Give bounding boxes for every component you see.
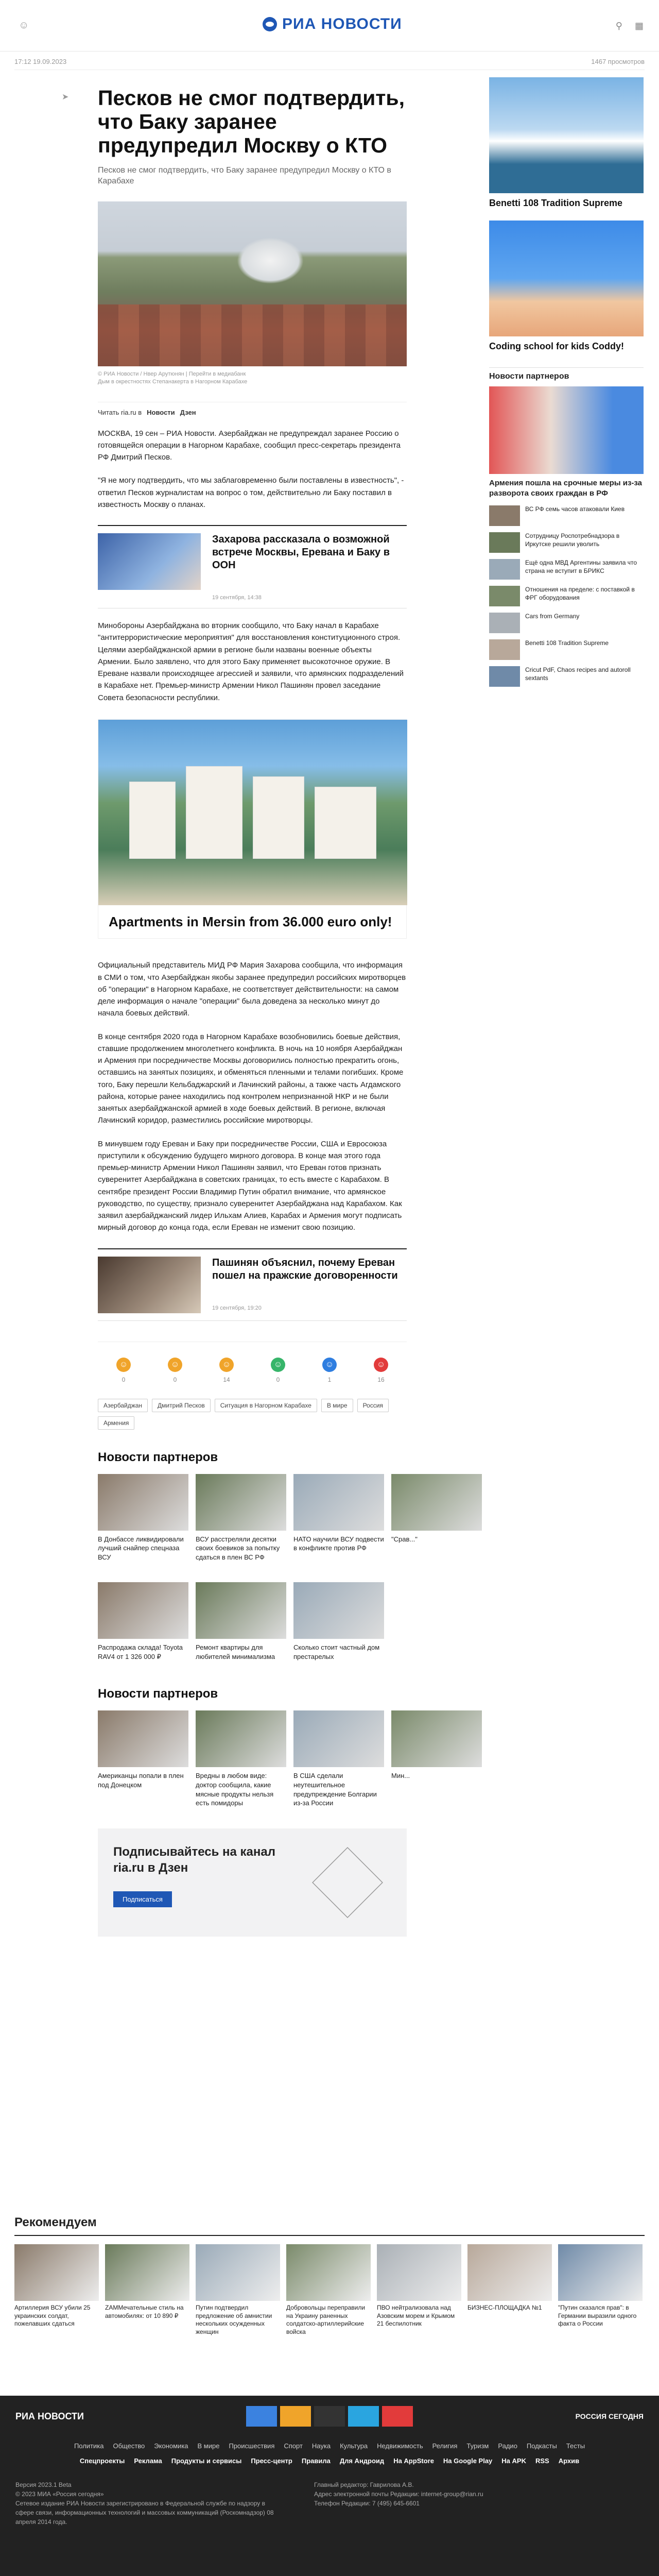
sidebar-item[interactable]: ВС РФ семь часов атаковали Киев <box>489 505 644 526</box>
footer-nav2-item[interactable]: Продукты и сервисы <box>171 2457 242 2465</box>
tg-icon[interactable] <box>348 2406 379 2427</box>
partners-title: Новости партнеров <box>98 1450 218 1464</box>
card-title[interactable]: В США сделали неутешительное предупреждение Болгарии из-за России <box>293 1772 377 1807</box>
footer-nav-item[interactable]: Религия <box>432 2442 458 2450</box>
paragraph: В минувшем году Ереван и Баку при посредничестве России, США и Евросоюза приступили к обсуждению будущего мирного договора. В конце мая этого года премьер-министр Армении Никол Пашинян заявил, что Ереван готов признать суверенитет Азербайджана в советских границах, то есть вместе с Карабахом. В сентябре президент России Владимир Путин обратил внимание, что армянское руководство, по существу, признало суверенитет Азербайджана над Карабахом. Как заявил азербайджанский лидер Ильхам Алиев, Карабах и Армения могут подписать мирный договор до конца года, если Ереван не изменит свою позицию. <box>98 1139 402 1232</box>
footer-nav-item[interactable]: Тесты <box>566 2442 585 2450</box>
footer-nav-item[interactable]: Политика <box>74 2442 104 2450</box>
top-bar <box>0 0 659 52</box>
footer-nav2-item[interactable]: На APK <box>501 2457 526 2465</box>
card-title[interactable]: ВСУ расстреляли десятки своих боевиков за попытку сдаться в плен ВС РФ <box>196 1535 280 1561</box>
footer-nav-item[interactable]: Культура <box>340 2442 368 2450</box>
partners-grid <box>98 1474 418 1562</box>
card-title[interactable]: Сколько стоит частный дом престарелых <box>293 1643 380 1660</box>
related-title[interactable]: Пашинян объяснил, почему Ереван пошел на пражские договоренности <box>212 1257 398 1281</box>
paragraph: "Я не могу подтвердить, что мы заблаговременно были поставлены в известность", - ответил Песков журналистам на вопрос о том, действительно ли Баку поставил в известность Москву о планах. <box>98 476 404 509</box>
reaction-count: 0 <box>276 1376 280 1383</box>
footer-nav2-item[interactable]: Правила <box>301 2457 331 2465</box>
footer-nav2-item[interactable]: На Google Play <box>443 2457 493 2465</box>
reactions <box>98 1342 407 1383</box>
tag[interactable]: Ситуация в Нагорном Карабахе <box>215 1399 317 1412</box>
ad-card[interactable]: Benetti 108 Tradition Supreme <box>489 77 644 209</box>
card-image <box>196 2244 280 2301</box>
news-card[interactable] <box>98 1474 188 1562</box>
card-image <box>293 1710 384 1767</box>
footer-nav2-item[interactable]: Спецпроекты <box>79 2457 125 2465</box>
reaction[interactable] <box>168 1358 182 1383</box>
tag[interactable]: В мире <box>321 1399 353 1412</box>
ad-block[interactable] <box>98 719 407 939</box>
subscribe-button[interactable]: Подписаться <box>113 1891 172 1907</box>
recommend-card[interactable]: БИЗНЕС-ПЛОЩАДКА №1 <box>467 2244 552 2336</box>
footer-editor: Главный редактор: Гаврилова А.В. Адрес электронной почты Редакции: internet-group@rian.ru Телефон Редакции: 7 (495) 645-6601 <box>314 2481 483 2507</box>
dzen-title: Подписывайтесь на канал ria.ru в Дзен <box>113 1844 275 1875</box>
recommend-card[interactable]: Путин подтвердил предложение об амнистии нескольких осужденных женщин <box>196 2244 280 2336</box>
tag[interactable]: Армения <box>98 1416 134 1430</box>
ad-title[interactable]: Apartments in Mersin from 36.000 euro only! <box>109 913 392 929</box>
news-card[interactable] <box>293 1474 384 1562</box>
news-card[interactable] <box>293 1710 384 1807</box>
footer-brand[interactable]: РОССИЯ СЕГОДНЯ <box>575 2412 644 2420</box>
news-card[interactable] <box>196 1582 286 1661</box>
card-image <box>377 2244 461 2301</box>
share-icon[interactable]: ➤ <box>62 93 69 101</box>
footer-nav-item[interactable]: Недвижимость <box>377 2442 423 2450</box>
card-title[interactable]: Распродажа склада! Toyota RAV4 от 1 326 000 ₽ <box>98 1643 183 1660</box>
related-thumb <box>98 533 201 590</box>
reaction[interactable] <box>374 1358 388 1383</box>
related-date: 19 сентября, 14:38 <box>212 595 262 601</box>
reaction[interactable] <box>219 1358 234 1383</box>
card-image <box>196 1710 286 1767</box>
footer-logo[interactable]: РИА НОВОСТИ <box>15 2411 84 2421</box>
card-image <box>98 1582 188 1639</box>
tag[interactable]: Россия <box>357 1399 389 1412</box>
recommend-card[interactable]: Добровольцы переправили на Украину раненных солдатско-артиллерийские войска <box>286 2244 371 2336</box>
news-card[interactable] <box>391 1710 482 1807</box>
logo-mark-icon <box>263 17 277 31</box>
related-news[interactable] <box>98 1248 407 1321</box>
news-card[interactable] <box>98 1710 188 1807</box>
hero-image[interactable] <box>98 201 407 366</box>
news-card[interactable] <box>391 1474 482 1562</box>
footer-nav-item[interactable]: Экономика <box>154 2442 188 2450</box>
news-card[interactable] <box>196 1474 286 1562</box>
card-image <box>286 2244 371 2301</box>
partners-title-2: Новости партнеров <box>98 1687 218 1701</box>
card-image <box>293 1474 384 1531</box>
reaction[interactable] <box>271 1358 285 1383</box>
reaction-count: 1 <box>327 1376 332 1383</box>
sidebar-thumb <box>489 559 520 580</box>
sidebar-item[interactable]: Отношения на пределе: с поставкой в ФРГ оборудования <box>489 586 644 606</box>
sidebar-thumb <box>489 586 520 606</box>
sidebar-partners-title: Новости партнеров <box>489 367 644 381</box>
footer-nav2-item[interactable]: Для Андроид <box>339 2457 385 2465</box>
grid-icon[interactable]: ▦ <box>634 21 644 31</box>
article-datetime: 17:12 19.09.2023 <box>14 58 67 65</box>
dzen-cube-icon <box>312 1847 383 1918</box>
related-title[interactable]: Захарова рассказала о возможной встрече Москвы, Еревана и Баку в ООН <box>212 534 390 571</box>
footer-nav2-item[interactable]: Пресс-центр <box>251 2457 292 2465</box>
card-title[interactable]: В Донбассе ликвидировали лучший снайпер спецназа ВСУ <box>98 1535 184 1561</box>
article <box>62 77 418 1937</box>
card-title[interactable]: Американцы попали в плен под Донецком <box>98 1772 184 1789</box>
article-title: Песков не смог подтвердить, что Баку заранее предупредил Москву о КТО <box>98 86 405 157</box>
reaction[interactable] <box>322 1358 337 1383</box>
wow-icon[interactable]: ☺ <box>219 1358 234 1372</box>
related-date: 19 сентября, 19:20 <box>212 1304 262 1311</box>
reaction-count: 0 <box>173 1376 177 1383</box>
recommend-card[interactable]: ПВО нейтрализовала над Азовским морем и Крымом 21 беспилотник <box>377 2244 461 2336</box>
image-caption: © РИА Новости / Нвер Арутюнян | Перейти в медиабанк Дым в окрестностях Степанакерта в Нагорном Карабахе <box>98 370 248 385</box>
like-icon[interactable]: ☺ <box>116 1358 131 1372</box>
footer-nav-item[interactable]: Спорт <box>284 2442 303 2450</box>
footer-nav2-item[interactable]: Архив <box>558 2457 580 2465</box>
footer-nav2-item[interactable]: RSS <box>535 2457 549 2465</box>
dzen-link[interactable]: Дзен <box>180 408 196 416</box>
footer-nav-item[interactable]: Происшествия <box>229 2442 275 2450</box>
reaction-count: 16 <box>377 1376 385 1383</box>
sidebar-item[interactable]: Cars from Germany <box>489 613 644 633</box>
ok-icon[interactable] <box>280 2406 311 2427</box>
paragraph: Официальный представитель МИД РФ Мария Захарова сообщила, что информация в СМИ о том, что Азербайджан якобы заранее предупредил российских миротворцев об "операции" в Нагорном Карабахе, не соответствует действительности: на самом деле информация о начале "операции" была доведена за несколько минут до начала боевых действий. <box>98 961 406 1018</box>
sidebar-item[interactable]: Cricut PdF, Chaos recipes and autoroll sextants <box>489 666 644 687</box>
sidebar-thumb <box>489 505 520 526</box>
ad-image <box>489 221 644 336</box>
sidebar <box>489 77 644 693</box>
footer-nav-item[interactable]: Наука <box>311 2442 331 2450</box>
cry-icon[interactable]: ☺ <box>322 1358 337 1372</box>
reaction[interactable] <box>116 1358 131 1383</box>
card-image <box>391 1474 482 1531</box>
card-title[interactable]: Вредны в любом виде: доктор сообщила, какие мясные продукты нельзя есть помидоры <box>196 1772 274 1807</box>
footer-copyright: Версия 2023.1 Beta © 2023 МИА «Россия сегодня» Сетевое издание РИА Новости зарегистрировано в Федеральной службе по надзору в сфере связи, информационных технологий и массовых коммуникаций (Роскомнадзор) 08 апреля 2014 года. <box>15 2481 274 2526</box>
paragraph: Минобороны Азербайджана во вторник сообщило, что Баку начал в Карабахе "антитеррористические мероприятия" для восстановления конституционного строя. Целями азербайджанской армии в регионе были названы военные объекты Армении. Было заявлено, что для этого Баку применяет высокоточное оружие. В Ереване назвали происходящее агрессией и заявили, что армянских подразделений в Карабахе нет. Премьер-министр Армении Никол Пашинян провел заседание Совета безопасности республики. <box>98 621 404 702</box>
card-title[interactable]: Ремонт квартиры для любителей минимализма <box>196 1643 275 1660</box>
card-title[interactable]: Мин... <box>391 1772 410 1780</box>
partner-image[interactable] <box>489 386 644 474</box>
recommend-card[interactable]: "Путин сказался прав": в Германии выразили одного факта о России <box>558 2244 643 2336</box>
card-image <box>98 1474 188 1531</box>
card-image <box>391 1710 482 1767</box>
recommend-card[interactable]: Артиллерия ВСУ убили 25 украинских солдат, пожелавших сдаться <box>14 2244 99 2336</box>
card-image <box>196 1582 286 1639</box>
recommend-card[interactable]: ZAMMечательные стиль на автомобилях: от 10 890 ₽ <box>105 2244 189 2336</box>
sidebar-item[interactable]: Benetti 108 Tradition Supreme <box>489 639 644 660</box>
ad-card[interactable]: Coding school for kids Coddy! <box>489 221 644 352</box>
paragraph: МОСКВА, 19 сен – РИА Новости. Азербайджан не предупреждал заранее Россию о готовящейся операции в Нагорном Карабахе, сообщил пресс-секретарь президента РФ Дмитрий Песков. <box>98 429 401 462</box>
related-thumb <box>98 1257 201 1313</box>
card-image <box>98 1710 188 1767</box>
card-image <box>293 1582 384 1639</box>
card-title[interactable]: "Срав..." <box>391 1535 418 1543</box>
news-card[interactable] <box>98 1582 188 1661</box>
dzen-icon[interactable] <box>314 2406 345 2427</box>
sad-icon[interactable]: ☺ <box>271 1358 285 1372</box>
read-in: Читать ria.ru в Новости Дзен <box>98 402 407 416</box>
sidebar-thumb <box>489 666 520 687</box>
card-image <box>105 2244 189 2301</box>
recommend-section <box>14 2215 645 2336</box>
card-image <box>14 2244 99 2301</box>
promo-grid <box>98 1582 407 1661</box>
news-card[interactable] <box>196 1710 286 1807</box>
footer-nav-item[interactable]: Общество <box>113 2442 145 2450</box>
article-views: 1467 просмотров <box>591 58 645 65</box>
sidebar-thumb <box>489 639 520 660</box>
reaction-count: 14 <box>223 1376 230 1383</box>
paragraph: В конце сентября 2020 года в Нагорном Карабахе возобновились боевые действия, ставшие продолжением многолетнего конфликта. В ночь на 10 ноября Азербайджан и Армения при посредничестве Москвы договорились полностью прекратить огонь, оставшись на занятых позициях, и обменяться пленными и телами погибших. Кроме того, Баку перешли Кельбаджарский и Лачинский районы, а также часть Агдамского района, которые ранее находились под контролем непризнанной НКР и не были занятых азербайджанской армией в ходе боевых действий. В регионе, включая Лачинский коридор, разместились российские миротворцы. <box>98 1032 404 1125</box>
angry-icon[interactable]: ☺ <box>374 1358 388 1372</box>
article-meta <box>14 58 645 70</box>
footer-nav-item[interactable]: Подкасты <box>526 2442 557 2450</box>
footer-nav2-item[interactable]: Реклама <box>134 2457 162 2465</box>
tag[interactable]: Азербайджан <box>98 1399 148 1412</box>
news-card[interactable] <box>293 1582 384 1661</box>
card-image <box>467 2244 552 2301</box>
card-image <box>196 1474 286 1531</box>
laugh-icon[interactable]: ☺ <box>168 1358 182 1372</box>
footer-nav-item[interactable]: Радио <box>498 2442 517 2450</box>
article-subtitle: Песков не смог подтвердить, что Баку заранее предупредил Москву о КТО в Карабахе <box>98 165 391 186</box>
sidebar-item[interactable]: Ещё одна МВД Аргентины заявила что страна не вступит в БРИКС <box>489 559 644 580</box>
tag[interactable]: Дмитрий Песков <box>152 1399 211 1412</box>
user-icon[interactable]: ☺ <box>19 20 29 31</box>
recommend-title: Рекомендуем <box>14 2215 645 2236</box>
tags <box>98 1399 407 1430</box>
sidebar-thumb <box>489 532 520 553</box>
logo[interactable] <box>263 15 402 33</box>
logo-text: РИА НОВОСТИ <box>282 15 402 32</box>
related-news[interactable] <box>98 525 407 608</box>
news-link[interactable]: Новости <box>147 408 175 416</box>
sidebar-item[interactable]: Сотрудницу Роспотребнадзора в Иркутске решили уволить <box>489 532 644 553</box>
footer <box>0 2396 659 2576</box>
card-title[interactable]: НАТО научили ВСУ подвести в конфликте против РФ <box>293 1535 384 1552</box>
rutube-icon[interactable] <box>382 2406 413 2427</box>
dzen-banner[interactable] <box>98 1828 407 1937</box>
search-icon[interactable]: ⚲ <box>615 21 622 31</box>
ad-image <box>489 77 644 193</box>
partners-grid-2 <box>98 1710 410 1807</box>
vk-icon[interactable] <box>246 2406 277 2427</box>
footer-nav2-item[interactable]: На AppStore <box>393 2457 434 2465</box>
footer-nav-item[interactable]: Туризм <box>466 2442 489 2450</box>
reaction-count: 0 <box>122 1376 126 1383</box>
sidebar-thumb <box>489 613 520 633</box>
footer-nav-item[interactable]: В мире <box>197 2442 220 2450</box>
article-body <box>98 428 407 1321</box>
ad-image <box>98 720 407 905</box>
partner-title[interactable]: Армения пошла на срочные меры из-за разворота своих граждан в РФ <box>489 479 643 498</box>
card-image <box>558 2244 643 2301</box>
